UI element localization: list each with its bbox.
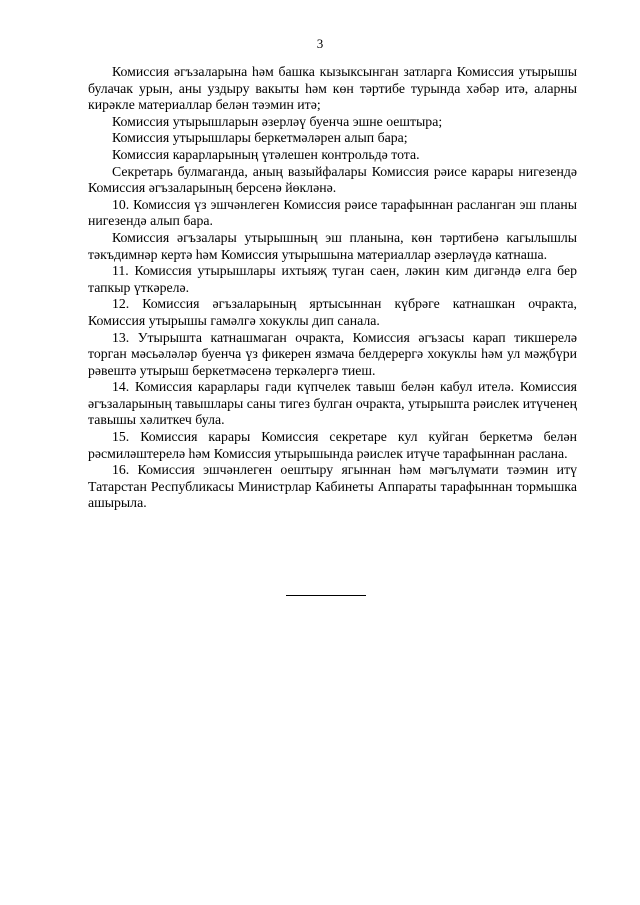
page-number: 3 <box>316 36 324 51</box>
paragraph: 11. Комиссия утырышлары ихтыяҗ туган саен, ләкин ким дигәндә елга бер тапкыр үткәрелә. <box>88 263 577 295</box>
paragraph: 16. Комиссия эшчәнлеген оештыру ягыннан һәм мәгълүмати тәэмин итү Татарстан Республикасы Министрлар Кабинеты Аппараты тарафыннан тормышка ашырыла. <box>88 462 577 511</box>
paragraph: 13. Утырышта катнашмаган очракта, Комиссия әгъзасы карап тикшерелә торган мәсьәләләр буенча үз фикерен язмача белдерергә хокуклы һәм ул мәҗбүри рәвештә утырыш беркетмәсенә теркәлергә тиеш. <box>88 329 577 378</box>
paragraph: Секретарь булмаганда, аның вазыйфалары Комиссия рәисе карары нигезендә Комиссия әгъзаларының берсенә йөкләнә. <box>88 163 577 196</box>
paragraph: 10. Комиссия үз эшчәнлеген Комиссия рәисе тарафыннан расланган эш планы нигезендә алып бара. <box>88 196 577 229</box>
paragraph: Комиссия утырышларын әзерләү буенча эшне оештыра; <box>112 113 443 129</box>
paragraph: 15. Комиссия карары Комиссия секретаре кул куйган беркетмә белән рәсмиләштерелә һәм Комиссия утырышында рәислек итүче тарафыннан раслана. <box>88 429 577 461</box>
paragraph: Комиссия әгъзаларына һәм башка кызыксынган затларга Комиссия утырышы булачак урын, аны уздыру вакыты һәм көн тәртибе турында хәбәр итә, аларны кирәкле материаллар белән тәэмин итә; <box>88 64 577 113</box>
paragraph: Комиссия әгъзалары утырышның эш планына, көн тәртибенә кагылышлы тәкъдимнәр кертә һәм Комиссия утырышына материаллар әзерләүдә катнаша. <box>88 229 577 262</box>
paragraph: 12. Комиссия әгъзаларының яртысыннан күбрәге катнашкан очракта, Комиссия утырышы гамәлгә хокуклы дип санала. <box>88 296 577 328</box>
end-divider-line <box>286 595 366 596</box>
paragraph: Комиссия карарларының үтәлешен контрольдә тота. <box>112 146 420 162</box>
document-body <box>88 64 577 512</box>
paragraph: 14. Комиссия карарлары гади күпчелек тавыш белән кабул ителә. Комиссия әгъзаларының тавышлары саны тигез булган очракта, утырышта рәислек итүченең тавышы хәлиткеч була. <box>88 379 577 428</box>
paragraph: Комиссия утырышлары беркетмәләрен алып бара; <box>112 130 408 146</box>
